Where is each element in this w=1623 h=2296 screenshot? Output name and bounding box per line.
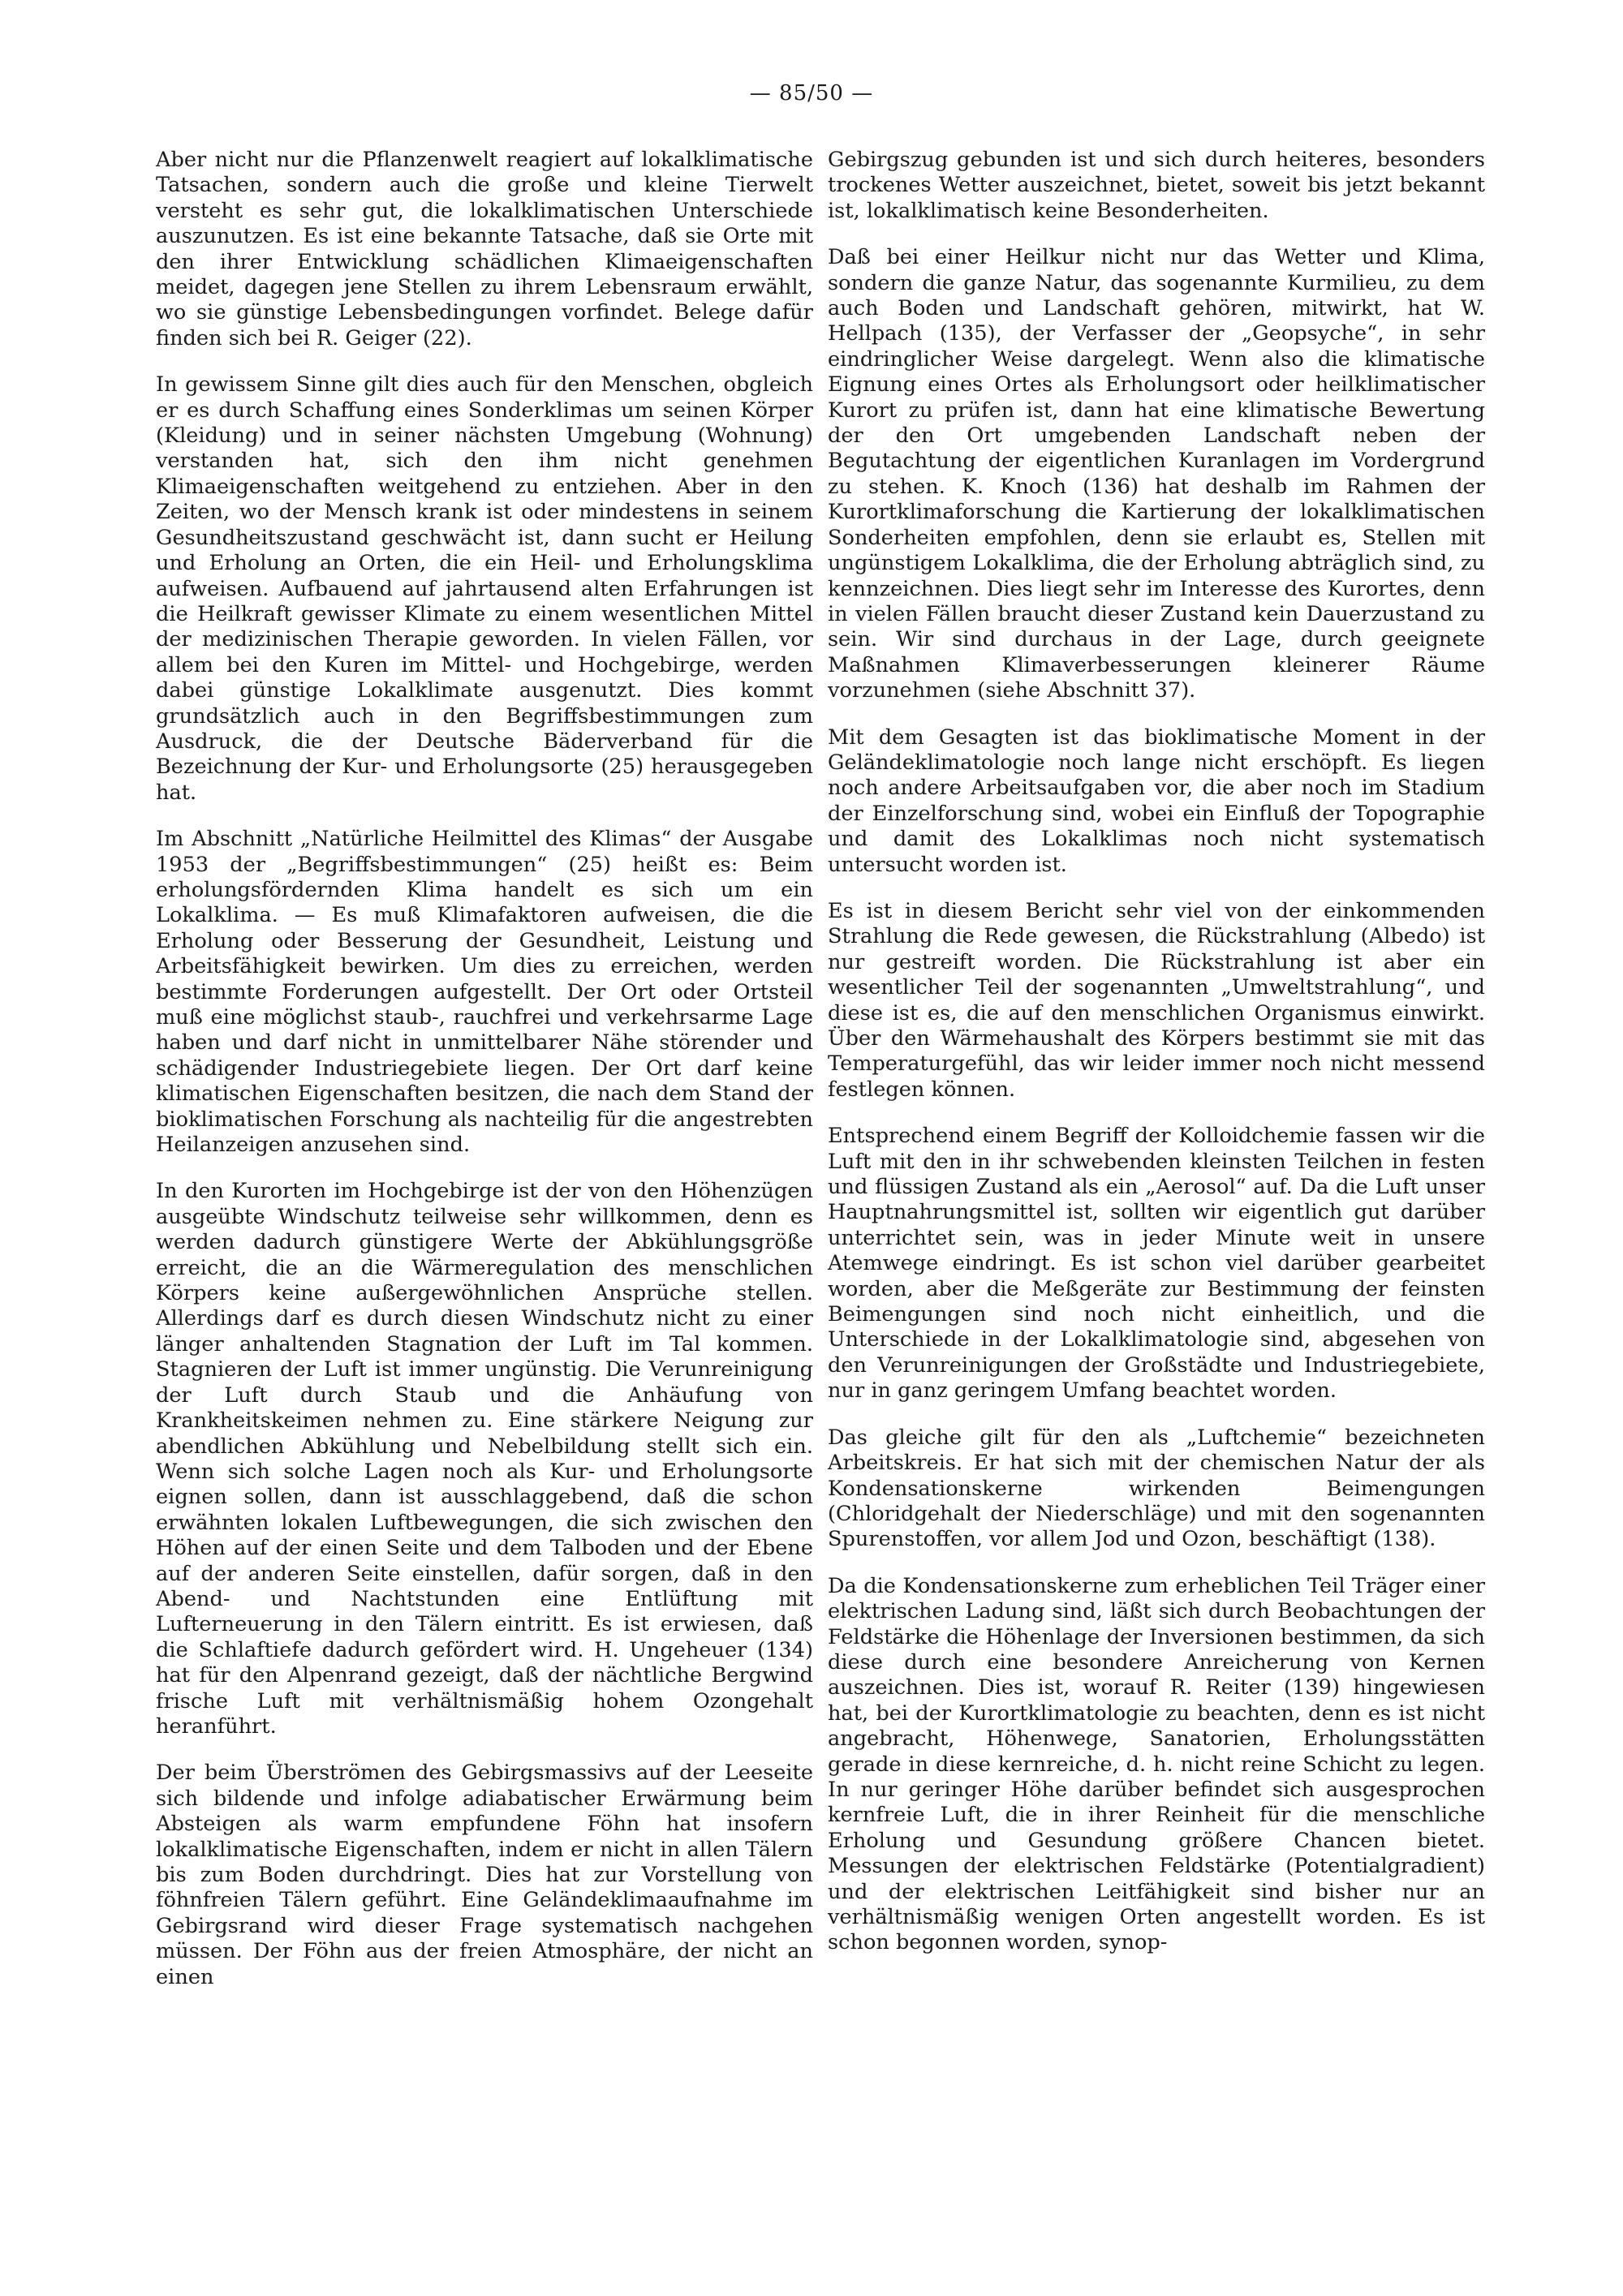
left-column xyxy=(156,148,813,2011)
paragraph: Gebirgszug gebunden ist und sich durch heiteres, besonders trockenes Wetter auszeichnet, bietet, soweit bis jetzt bekannt ist, lokalklimatisch keine Besonderheiten. xyxy=(828,148,1485,223)
paragraph: Aber nicht nur die Pflanzenwelt reagiert auf lokalklimatische Tatsachen, sondern auch die große und kleine Tierwelt versteht es sehr gut, die lokalklimatischen Unterschiede auszunutzen. Es ist eine bekannte Tatsache, daß sie Orte mit den ihrer Entwicklung schädlichen Klimaeigenschaften meidet, dagegen jene Stellen zu ihrem Lebensraum erwählt, wo sie günstige Lebensbedingungen vorfindet. Belege dafür finden sich bei R. Geiger (22). xyxy=(156,148,813,350)
paragraph: Es ist in diesem Bericht sehr viel von der einkommenden Strahlung die Rede gewesen, die Rückstrahlung (Albedo) ist nur gestreift worden. Die Rückstrahlung ist aber ein wesentlicher Teil der sogenannten „Umweltstrahlung“, und diese ist es, die auf den menschlichen Organismus einwirkt. Über den Wärmehaushalt des Körpers bestimmt sie mit das Temperaturgefühl, das wir leider immer noch nicht messend festlegen können. xyxy=(828,898,1485,1102)
paragraph: In den Kurorten im Hochgebirge ist der von den Höhenzügen ausgeübte Windschutz teilweise sehr willkommen, denn es werden dadurch günstigere Werte der Abkühlungsgröße erreicht, die an die Wärmeregulation des menschlichen Körpers keine außergewöhnlichen Ansprüche stellen. Allerdings darf es durch diesen Windschutz nicht zu einer länger anhaltenden Stagnation der Luft im Tal kommen. Stagnieren der Luft ist immer ungünstig. Die Verunreinigung der Luft durch Staub und die Anhäufung von Krankheitskeimen nehmen zu. Eine stärkere Neigung zur abendlichen Abkühlung und Nebelbildung stellt sich ein. Wenn sich solche Lagen noch als Kur- und Erholungsorte eignen sollen, dann ist ausschlaggebend, daß die schon erwähnten lokalen Luftbewegungen, die sich zwischen den Höhen auf der einen Seite und dem Talboden und der Ebene auf der anderen Seite einstellen, dafür sorgen, daß in den Abend- und Nachtstunden eine Entlüftung mit Lufterneuerung in den Tälern eintritt. Es ist erwiesen, daß die Schlaftiefe dadurch gefördert wird. H. Ungeheuer (134) hat für den Alpenrand gezeigt, daß der nächtliche Bergwind frische Luft mit verhältnismäßig hohem Ozongehalt heranführt. xyxy=(156,1179,813,1739)
paragraph: Mit dem Gesagten ist das bioklimatische Moment in der Geländeklimatologie noch lange nicht erschöpft. Es liegen noch andere Arbeitsaufgaben vor, die aber noch im Stadium der Einzelforschung sind, wobei ein Einfluß der Topographie und damit des Lokalklimas noch nicht systematisch untersucht worden ist. xyxy=(828,724,1485,877)
paragraph: Im Abschnitt „Natürliche Heilmittel des Klimas“ der Ausgabe 1953 der „Begriffsbestimmungen“ (25) heißt es: Beim erholungsfördernden Klima handelt es sich um ein Lokalklima. — Es muß Klimafaktoren aufweisen, die die Erholung oder Besserung der Gesundheit, Leistung und Arbeitsfähigkeit bewirken. Um dies zu erreichen, werden bestimmte Forderungen aufgestellt. Der Ort oder Ortsteil muß eine möglichst staub-, rauchfrei und verkehrsarme Lage haben und darf nicht in unmittelbarer Nähe störender und schädigender Industriegebiete liegen. Der Ort darf keine klimatischen Eigenschaften besitzen, die nach dem Stand der bioklimatischen Forschung als nachteilig für die angestrebten Heilanzeigen anzusehen sind. xyxy=(156,827,813,1158)
paragraph: Der beim Überströmen des Gebirgsmassivs auf der Leeseite sich bildende und infolge adiabatischer Erwärmung beim Absteigen als warm empfundene Föhn hat insofern lokalklimatische Eigenschaften, indem er nicht in allen Tälern bis zum Boden durchdringt. Dies hat zur Vorstellung von föhnfreien Tälern geführt. Eine Geländeklimaaufnahme im Gebirgsrand wird dieser Frage systematisch nachgehen müssen. Der Föhn aus der freien Atmosphäre, der nicht an einen xyxy=(156,1761,813,1989)
paragraph: Da die Kondensationskerne zum erheblichen Teil Träger einer elektrischen Ladung sind, läßt sich durch Beobachtungen der Feldstärke die Höhenlage der Inversionen bestimmen, da sich diese durch eine besondere Anreicherung von Kernen auszeichnen. Dies ist, worauf R. Reiter (139) hingewiesen hat, bei der Kurortklimatologie zu beachten, denn es ist nicht angebracht, Höhenwege, Sanatorien, Erholungsstätten gerade in diese kernreiche, d. h. nicht reine Schicht zu legen. In nur geringer Höhe darüber befindet sich ausgesprochen kernfreie Luft, die in ihrer Reinheit für die menschliche Erholung und Gesundung größere Chancen bietet. Messungen der elektrischen Feldstärke (Potentialgradient) und der elektrischen Leitfähigkeit sind bisher nur an verhältnismäßig wenigen Orten angestellt worden. Es ist schon begonnen worden, synop- xyxy=(828,1573,1485,1955)
right-column xyxy=(828,148,1485,1977)
paragraph: Entsprechend einem Begriff der Kolloidchemie fassen wir die Luft mit den in ihr schwebenden kleinsten Teilchen in festen und flüssigen Zustand als ein „Aerosol“ auf. Da die Luft unser Hauptnahrungsmittel ist, sollten wir eigentlich gut darüber unterrichtet sein, was in jeder Minute weit in unsere Atemwege eindringt. Es ist schon viel darüber gearbeitet worden, aber die Meßgeräte zur Bestimmung der feinsten Beimengungen sind noch nicht einheitlich, und die Unterschiede in der Lokalklimatologie sind, abgesehen von den Verunreinigungen der Großstädte und Industriegebiete, nur in ganz geringem Umfang beachtet worden. xyxy=(828,1124,1485,1404)
paragraph: Daß bei einer Heilkur nicht nur das Wetter und Klima, sondern die ganze Natur, das sogenannte Kurmilieu, zu dem auch Boden und Landschaft gehören, mitwirkt, hat W. Hellpach (135), der Verfasser der „Geopsyche“, in sehr eindringlicher Weise dargelegt. Wenn also die klimatische Eignung eines Ortes als Erholungsort oder heilklimatischer Kurort zu prüfen ist, dann hat eine klimatische Bewertung der den Ort umgebenden Landschaft neben der Begutachtung der eigentlichen Kuranlagen im Vordergrund zu stehen. K. Knoch (136) hat deshalb im Rahmen der Kurortklimaforschung die Kartierung der lokalklimatischen Sonderheiten empfohlen, denn sie erlaubt es, Stellen mit ungünstigem Lokalklima, die der Erholung abträglich sind, zu kennzeichnen. Dies liegt sehr im Interesse des Kurortes, denn in vielen Fällen braucht dieser Zustand kein Dauerzustand zu sein. Wir sind durchaus in der Lage, durch geeignete Maßnahmen Klimaverbesserungen kleinerer Räume vorzunehmen (siehe Abschnitt 37). xyxy=(828,245,1485,703)
page-number: — 85/50 — xyxy=(749,81,874,105)
paragraph: Das gleiche gilt für den als „Luftchemie“ bezeichneten Arbeitskreis. Er hat sich mit der chemischen Natur der als Kondensationskerne wirkenden Beimengungen (Chloridgehalt der Niederschläge) und mit den sogenannten Spurenstoffen, vor allem Jod und Ozon, beschäftigt (138). xyxy=(828,1425,1485,1552)
paragraph: In gewissem Sinne gilt dies auch für den Menschen, obgleich er es durch Schaffung eines Sonderklimas um seinen Körper (Kleidung) und in seiner nächsten Umgebung (Wohnung) verstanden hat, sich den ihm nicht genehmen Klimaeigenschaften weitgehend zu entziehen. Aber in den Zeiten, wo der Mensch krank ist oder mindestens in seinem Gesundheitszustand geschwächt ist, dann sucht er Heilung und Erholung an Orten, die ein Heil- und Erholungsklima aufweisen. Aufbauend auf jahrtausend alten Erfahrungen ist die Heilkraft gewisser Klimate zu einem wesentlichen Mittel der medizinischen Therapie geworden. In vielen Fällen, vor allem bei den Kuren im Mittel- und Hochgebirge, werden dabei günstige Lokalklimate ausgenutzt. Dies kommt grundsätzlich auch in den Begriffsbestimmungen zum Ausdruck, die der Deutsche Bäderverband für die Bezeichnung der Kur- und Erholungsorte (25) herausgegeben hat. xyxy=(156,372,813,805)
